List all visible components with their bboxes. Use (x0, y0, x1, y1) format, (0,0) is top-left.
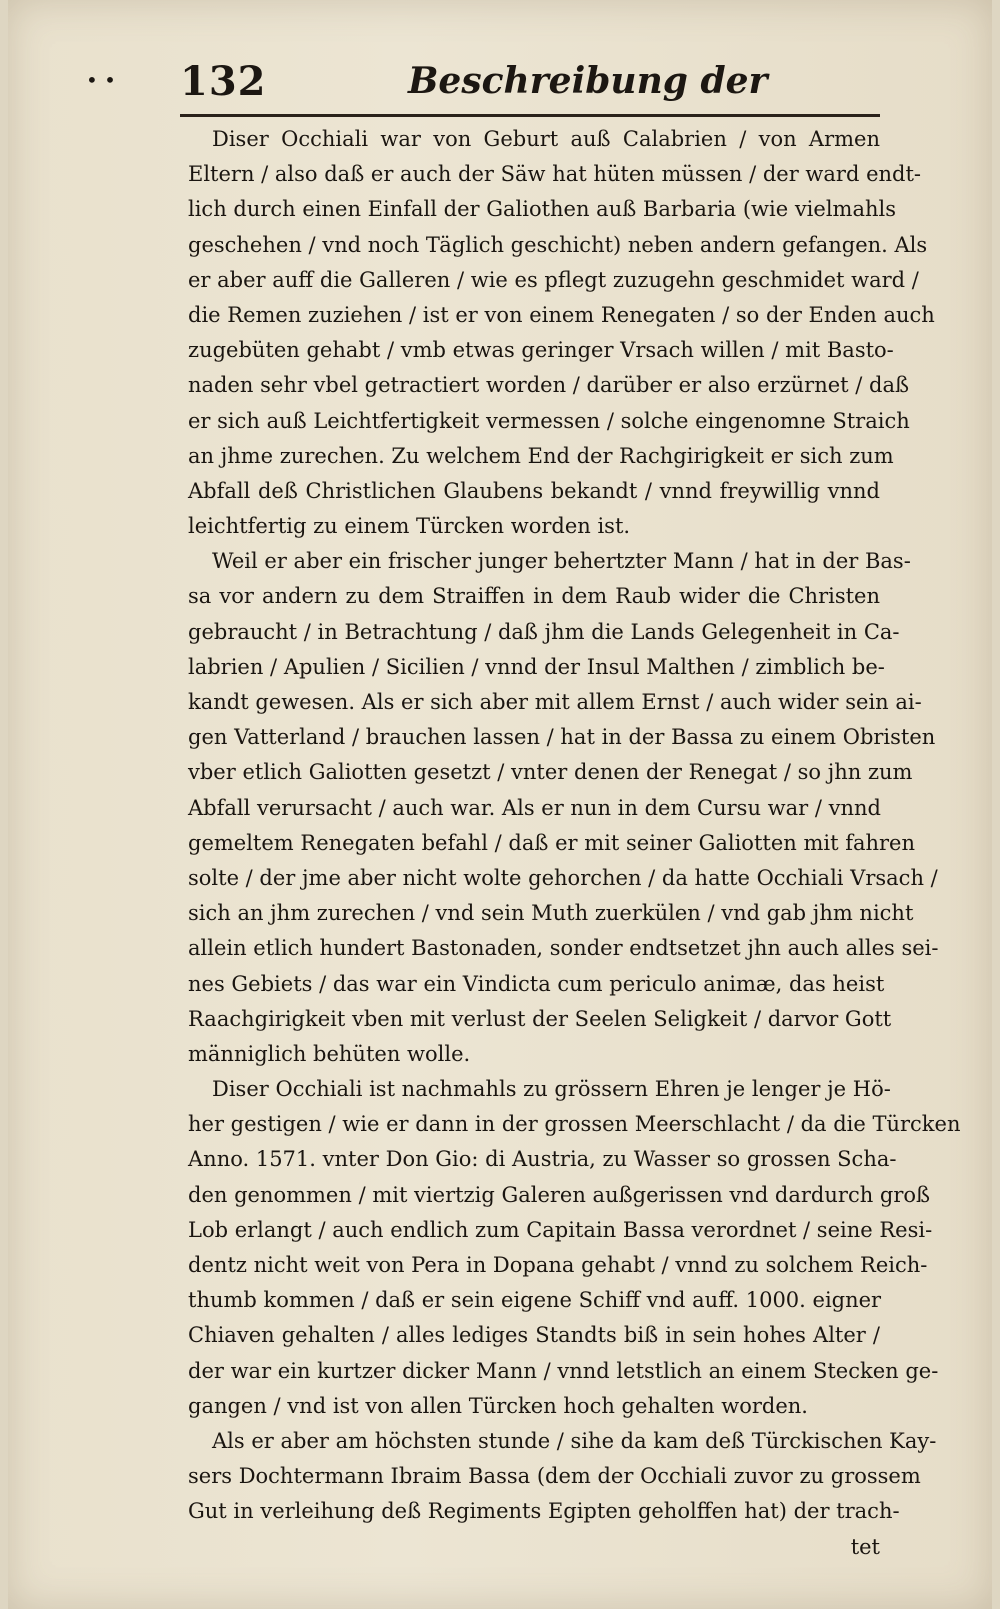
text-line: lich durch einen Einfall der Galiothen auß Barbaria (wie vielmahls (188, 197, 896, 222)
text-line: Als er aber am höchsten stunde / sihe da kam deß Türckischen Kay- (212, 1428, 937, 1453)
text-line: Anno. 1571. vnter Don Gio: di Austria, zu Wasser so grossen Scha- (188, 1147, 897, 1172)
text-line: dentz nicht weit von Pera in Dopana gehabt / vnnd zu solchem Reich- (188, 1253, 928, 1277)
text-line: geschehen / vnd noch Täglich geschicht) neben andern gefangen. Als (188, 232, 928, 257)
text-line: nes Gebiets / das war ein Vindicta cum periculo animæ, das heist (188, 971, 885, 996)
header-rule (180, 114, 880, 117)
text-line: allein etlich hundert Bastonaden, sonder endtsetzet jhn auch alles sei- (188, 936, 939, 961)
text-line: Lob erlangt / auch endlich zum Capitain Bassa verordnet / seine Resi- (188, 1217, 933, 1242)
text-line: zugebüten gehabt / vmb etwas geringer Vrsach willen / mit Basto- (188, 338, 894, 363)
text-line: gangen / vnd ist von allen Türcken hoch gehalten worden. (188, 1393, 808, 1418)
text-line: Abfall deß Christlichen Glaubens bekandt / vnnd freywillig vnnd (188, 478, 880, 503)
text-line: Chiaven gehalten / alles lediges Standts biß in sein hohes Alter / (188, 1323, 880, 1348)
text-line: solte / der jme aber nicht wolte gehorchen / da hatte Occhiali Vrsach / (188, 865, 938, 890)
text-line: labrien / Apulien / Sicilien / vnnd der Insul Malthen / zimblich be- (188, 654, 885, 679)
text-line: er aber auff die Galleren / wie es pflegt zuzugehn geschmidet ward / (188, 267, 919, 292)
text-line: an jhme zurechen. Zu welchem End der Rachgirigkeit er sich zum (188, 443, 894, 468)
body-text (188, 122, 961, 1565)
page-number: 132 (180, 58, 267, 105)
catchword: tet (850, 1534, 880, 1559)
text-line: her gestigen / wie er dann in der grossen Meerschlacht / da die Türcken (188, 1112, 961, 1137)
text-line: naden sehr vbel getractiert worden / darüber er also erzürnet / daß (188, 373, 910, 398)
text-line: gemeltem Renegaten befahl / daß er mit seiner Galiotten mit fahren (188, 830, 916, 855)
running-head: Beschreibung der (408, 60, 768, 102)
text-line: den genommen / mit viertzig Galeren außgerissen vnd dardurch groß (188, 1182, 931, 1207)
text-line: Eltern / also daß er auch der Säw hat hüten müssen / der ward endt- (188, 162, 922, 187)
text-line: Diser Occhiali war von Geburt auß Calabrien / von Armen (212, 127, 880, 151)
text-line: thumb kommen / daß er sein eigene Schiff vnd auff. 1000. eigner (188, 1288, 882, 1313)
text-line: Weil er aber ein frischer junger behertzter Mann / hat in der Bas- (212, 549, 911, 574)
text-line: gebraucht / in Betrachtung / daß jhm die Lands Gelegenheit in Ca- (188, 619, 900, 644)
text-line: Gut in verleihung deß Regiments Egipten geholffen hat) der trach- (188, 1499, 900, 1524)
text-line: männiglich behüten wolle. (188, 1041, 471, 1066)
text-line: Diser Occhiali ist nachmahls zu grössern Ehren je lenger je Hö- (212, 1077, 891, 1102)
text-line: vber etlich Galiotten gesetzt / vnter denen der Renegat / so jhn zum (188, 760, 913, 785)
text-line: leichtfertig zu einem Türcken worden ist. (188, 514, 631, 539)
text-line: sa vor andern zu dem Straiffen in dem Raub wider die Christen (188, 584, 880, 609)
text-line: sich an jhm zurechen / vnd sein Muth zuerkülen / vnd gab jhm nicht (188, 901, 914, 926)
text-line: der war ein kurtzer dicker Mann / vnnd letstlich an einem Stecken ge- (188, 1358, 939, 1383)
text-line: gen Vatterland / brauchen lassen / hat in der Bassa zu einem Obristen (188, 725, 936, 750)
text-line: kandt gewesen. Als er sich aber mit allem Ernst / auch wider sein ai- (188, 690, 922, 714)
book-page (8, 0, 992, 1609)
text-line: die Remen zuziehen / ist er von einem Renegaten / so der Enden auch (188, 302, 935, 327)
margin-ornament: • • (86, 68, 116, 92)
text-line: Raachgirigkeit vben mit verlust der Seelen Seligkeit / darvor Gott (188, 1006, 892, 1031)
text-line: er sich auß Leichtfertigkeit vermessen / solche eingenomne Straich (188, 408, 910, 433)
text-line: Abfall verursacht / auch war. Als er nun in dem Cursu war / vnnd (188, 795, 881, 820)
text-line: sers Dochtermann Ibraim Bassa (dem der Occhiali zuvor zu grossem (188, 1464, 921, 1489)
